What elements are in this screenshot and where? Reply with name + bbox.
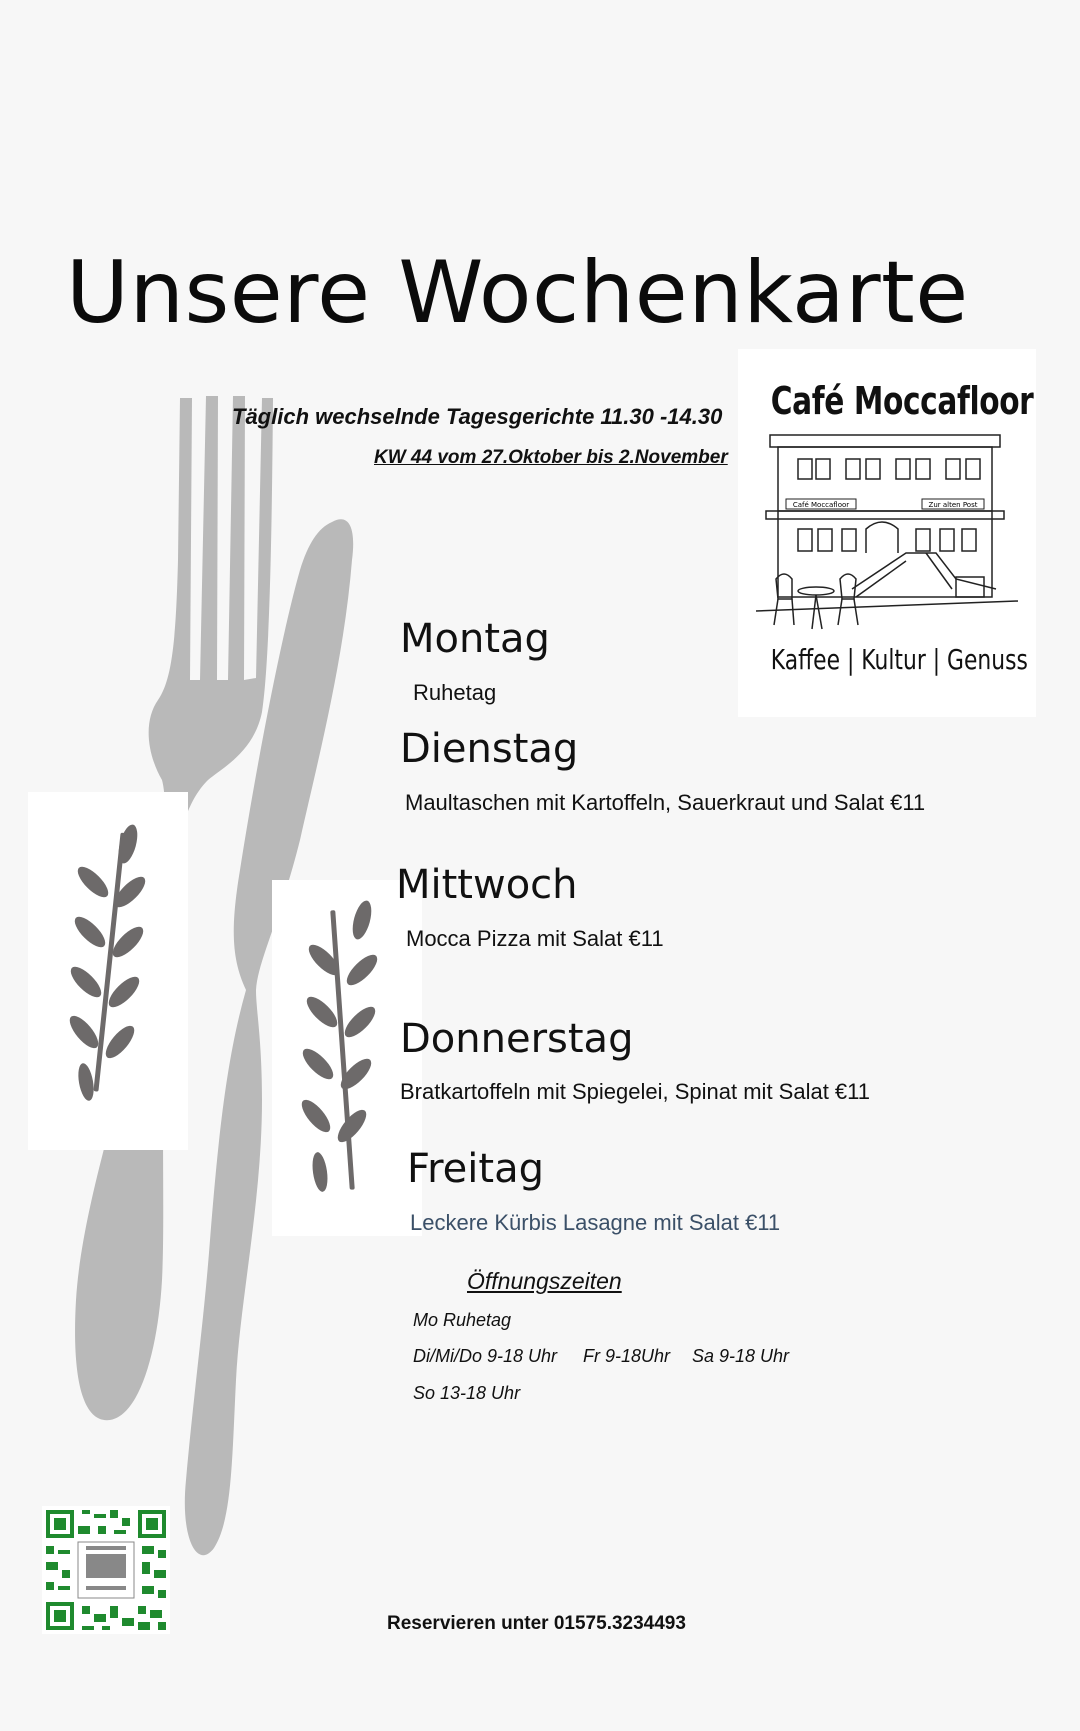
hours-sunday: So 13-18 Uhr	[413, 1383, 521, 1403]
hours-saturday: Sa 9-18 Uhr	[692, 1346, 790, 1366]
day-thursday: Donnerstag	[400, 1016, 634, 1062]
calendar-week: KW 44 vom 27.Oktober bis 2.November	[374, 447, 728, 468]
building-illustration	[756, 429, 1018, 639]
cafe-logo	[738, 349, 1036, 717]
hours-monday: Mo Ruhetag	[413, 1310, 512, 1330]
dish-friday: Leckere Kürbis Lasagne mit Salat €11	[410, 1210, 781, 1235]
building-sign-right: Zur alten Post	[928, 501, 978, 509]
daily-hours-subtitle: Täglich wechselnde Tagesgerichte 11.30 -14.30	[232, 404, 723, 429]
dish-tuesday: Maultaschen mit Kartoffeln, Sauerkraut und Salat €11	[405, 790, 926, 815]
building-sign-left: Café Moccafloor	[792, 501, 850, 509]
day-monday: Montag	[400, 616, 550, 662]
hours-friday: Fr 9-18Uhr	[583, 1346, 671, 1366]
dish-wednesday: Mocca Pizza mit Salat €11	[406, 926, 664, 951]
dish-monday: Ruhetag	[413, 680, 497, 705]
day-friday: Freitag	[407, 1146, 544, 1192]
reservation-phone[interactable]: Reservieren unter 01575.3234493	[387, 1613, 686, 1634]
logo-name: Café Moccafloor	[770, 379, 1034, 423]
qr-code	[42, 1506, 170, 1634]
dish-thursday: Bratkartoffeln mit Spiegelei, Spinat mit Salat €11	[400, 1079, 870, 1104]
sprig-panel-left	[28, 792, 188, 1150]
page-title: Unsere Wochenkarte	[66, 243, 969, 343]
sprig-icon	[28, 792, 188, 1150]
day-wednesday: Mittwoch	[396, 862, 578, 908]
logo-tagline: Kaffee | Kultur | Genuss	[770, 643, 1028, 676]
hours-tue-thu: Di/Mi/Do 9-18 Uhr	[413, 1346, 558, 1366]
opening-hours-title: Öffnungszeiten	[467, 1268, 622, 1294]
day-tuesday: Dienstag	[400, 726, 579, 772]
